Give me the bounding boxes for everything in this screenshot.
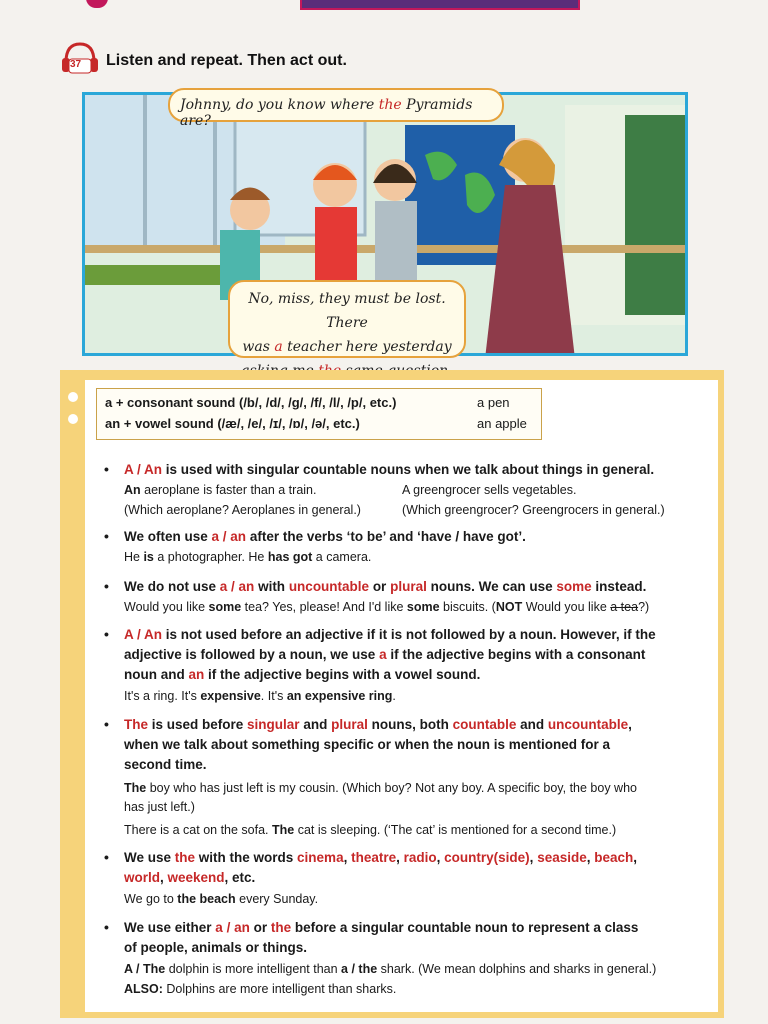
speech-bubble-teacher: Johnny, do you know where the Pyramids are? bbox=[168, 88, 504, 122]
rule-1-explain-a: (Which aeroplane? Aeroplanes in general.) bbox=[124, 503, 361, 517]
rule-1-example-a: An aeroplane is faster than a train. bbox=[124, 483, 317, 497]
rule-2-example: He is a photographer. He has got a camera. bbox=[124, 550, 372, 564]
rule-5-example-1-cont: has just left.) bbox=[124, 800, 195, 814]
audio-track-badge[interactable] bbox=[60, 38, 100, 78]
section-banner bbox=[300, 0, 580, 10]
rule-4-example: It's a ring. It's expensive. It's an expensive ring. bbox=[124, 689, 396, 703]
page-corner-mark bbox=[86, 0, 108, 8]
rule-5-heading-2: when we talk about something specific or when the noun is mentioned for a bbox=[124, 737, 611, 752]
rule-7-heading-2: of people, animals or things. bbox=[124, 940, 308, 955]
article-sound-table bbox=[96, 388, 542, 440]
rule-6-heading-1: We use the with the words cinema, theatre, radio, country(side), seaside, beach, bbox=[124, 850, 638, 865]
rule-4-heading-3: noun and an if the adjective begins with a vowel sound. bbox=[124, 667, 481, 682]
rule-6-heading-2: world, weekend, etc. bbox=[124, 870, 256, 885]
rule-5-heading-3: second time. bbox=[124, 757, 207, 772]
consonant-rule: a + consonant sound (/b/, /d/, /g/, /f/, /l/, /p/, etc.) bbox=[105, 395, 397, 410]
speech-bubble-student: No, miss, they must be lost. There was a teacher here yesterday bbox=[228, 280, 466, 358]
consonant-example: a pen bbox=[477, 395, 510, 410]
rule-7-example-2: ALSO: Dolphins are more intelligent than sharks. bbox=[124, 982, 397, 996]
rule-5-heading-1: The is used before singular and plural nouns, both countable and uncountable, bbox=[124, 717, 632, 732]
bullet-icon: • bbox=[104, 528, 109, 544]
track-number: 37 bbox=[70, 59, 82, 70]
rule-5-example-2: There is a cat on the sofa. The cat is sleeping. (‘The cat’ is mentioned for a second time.) bbox=[124, 823, 617, 837]
bullet-icon: • bbox=[104, 919, 109, 935]
bullet-icon: • bbox=[104, 716, 109, 732]
rule-5-example-1: The boy who has just left is my cousin. (Which boy? Not any boy. A specific boy, the boy who bbox=[124, 781, 637, 795]
rule-4-heading-1: A / An is not used before an adjective if it is not followed by a noun. However, if the bbox=[124, 627, 656, 642]
rule-3-example: Would you like some tea? Yes, please! And I'd like some biscuits. (NOT Would you like a tea?) bbox=[124, 600, 650, 614]
bullet-icon: • bbox=[104, 461, 109, 477]
rule-3-heading: We do not use a / an with uncountable or plural nouns. We can use some instead. bbox=[124, 579, 647, 594]
bullet-icon: • bbox=[104, 849, 109, 865]
vowel-rule: an + vowel sound (/æ/, /e/, /ɪ/, /ɒ/, /ə/, etc.) bbox=[105, 416, 360, 431]
rule-1-heading: A / An is used with singular countable nouns when we talk about things in general. bbox=[124, 462, 655, 477]
headphones-icon bbox=[60, 38, 100, 78]
binder-holes bbox=[68, 392, 78, 436]
rule-7-example-1: A / The dolphin is more intelligent than a / the shark. (We mean dolphins and sharks in general.) bbox=[124, 962, 657, 976]
instruction-heading: Listen and repeat. Then act out. bbox=[106, 52, 347, 69]
vowel-example: an apple bbox=[477, 416, 527, 431]
rule-2-heading: We often use a / an after the verbs ‘to be’ and ‘have / have got’. bbox=[124, 529, 526, 544]
rule-1-example-b: A greengrocer sells vegetables. bbox=[402, 483, 577, 497]
bullet-icon: • bbox=[104, 578, 109, 594]
rule-4-heading-2: adjective is followed by a noun, we use a if the adjective begins with a consonant bbox=[124, 647, 646, 662]
rule-6-example: We go to the beach every Sunday. bbox=[124, 892, 319, 906]
rule-7-heading-1: We use either a / an or the before a singular countable noun to represent a class bbox=[124, 920, 639, 935]
bullet-icon: • bbox=[104, 626, 109, 642]
rule-1-explain-b: (Which greengrocer? Greengrocers in general.) bbox=[402, 503, 665, 517]
